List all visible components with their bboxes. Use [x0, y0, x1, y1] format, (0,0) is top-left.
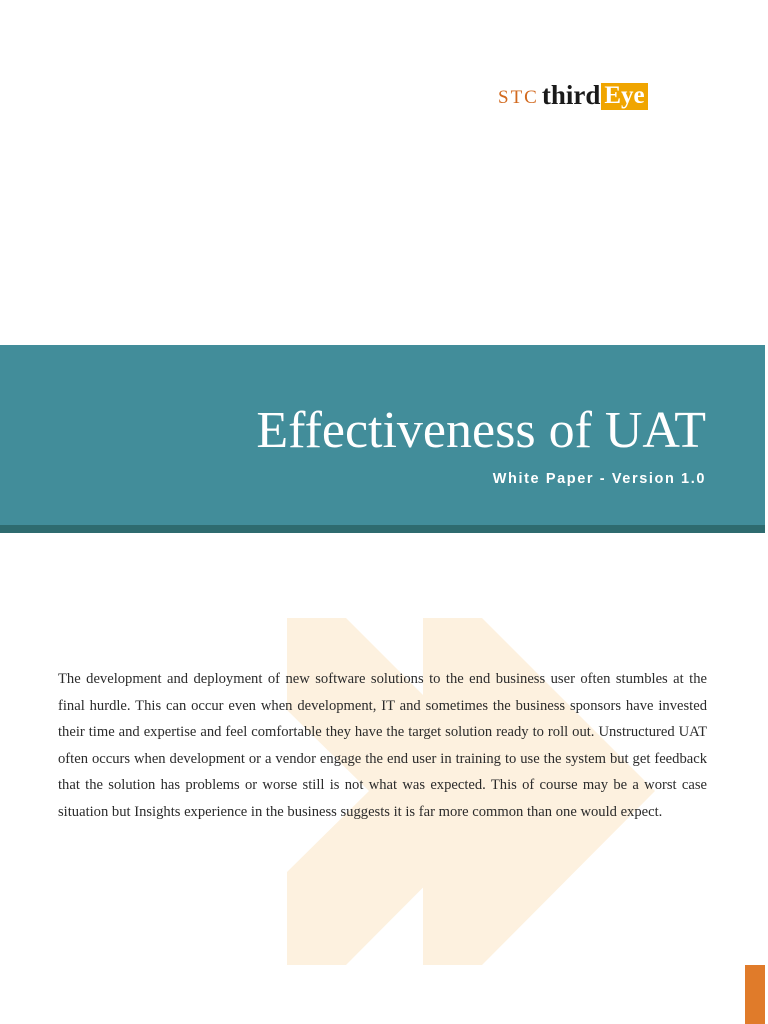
- logo-stc-text: STC: [498, 87, 539, 108]
- logo-eye-text: Eye: [601, 83, 647, 110]
- document-title: Effectiveness of UAT: [256, 402, 706, 459]
- document-subtitle: White Paper - Version 1.0: [492, 471, 706, 487]
- page-edge-tab: [745, 965, 765, 1024]
- intro-paragraph: The development and deployment of new software solutions to the end business user often stumbles at the final hurdle. This can occur even when development, IT and sometimes the business sponsors have invested their time and expertise and feel comfortable they have the target solution ready to roll out. Unstructured UAT often occurs when development or a vendor engage the end user in training to use the system but get feedback that the solution has problems or worse still is not what was expected. This of course may be a worst case situation but Insights experience in the business suggests it is far more common than one would expect.: [58, 671, 707, 820]
- logo-third-text: third: [541, 80, 601, 110]
